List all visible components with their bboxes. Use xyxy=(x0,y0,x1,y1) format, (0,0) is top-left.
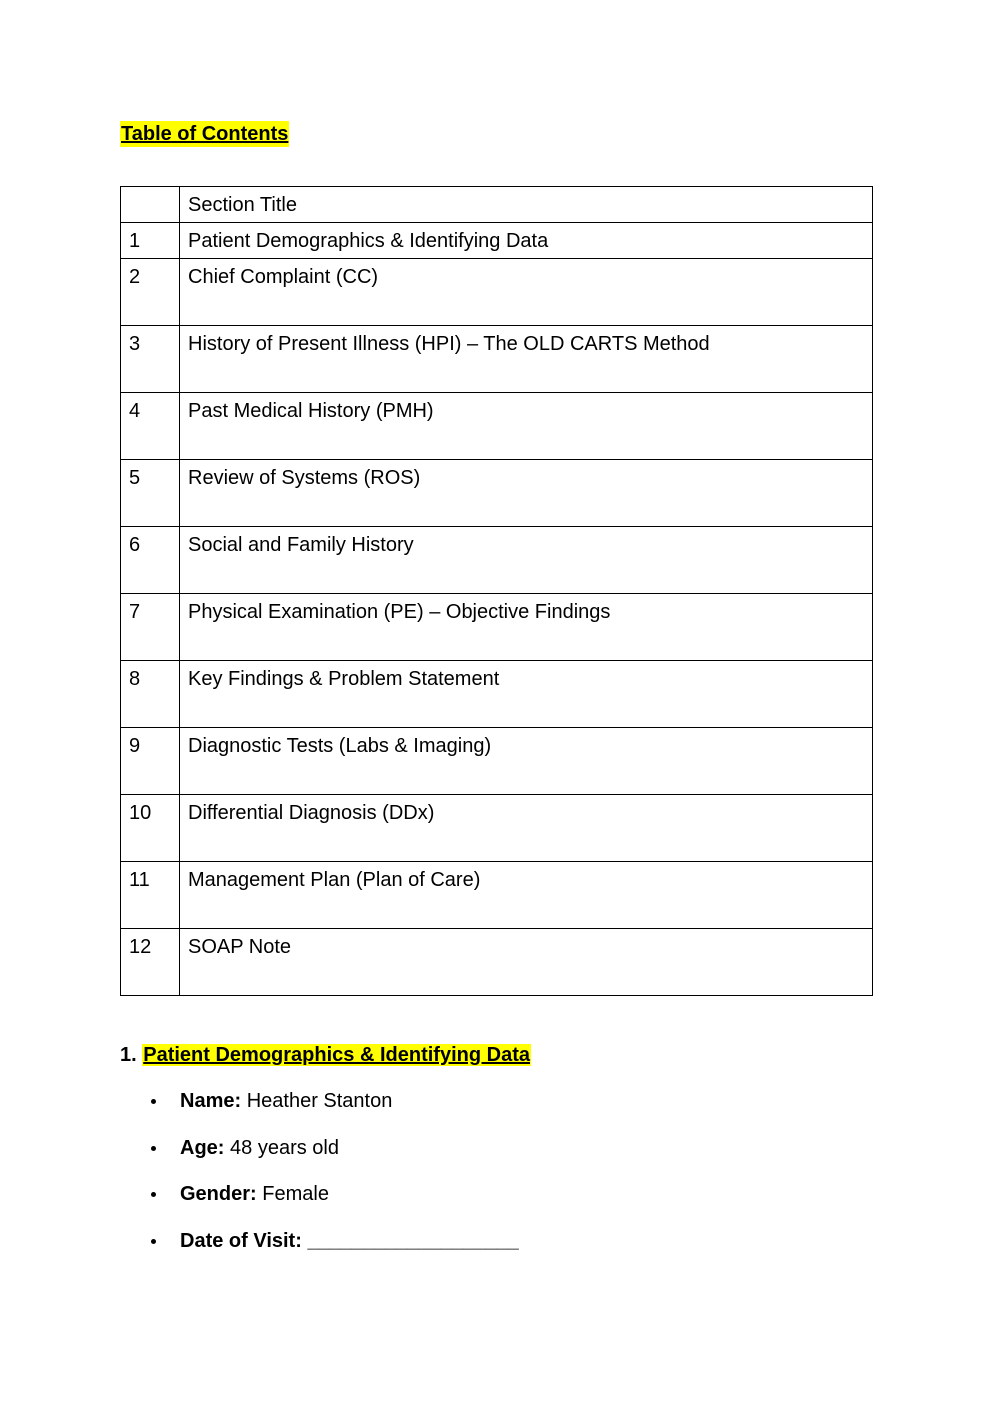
toc-row xyxy=(121,460,873,527)
toc-row-title: SOAP Note xyxy=(180,929,873,996)
toc-row xyxy=(121,862,873,929)
toc-title: Table of Contents xyxy=(121,123,289,145)
toc-row-num: 7 xyxy=(121,594,180,661)
field-label: Name: xyxy=(180,1090,242,1112)
section-title: Patient Demographics & Identifying Data xyxy=(143,1044,530,1066)
field-value: Female xyxy=(262,1183,329,1205)
field-label: Age: xyxy=(180,1136,225,1159)
toc-row-title: Chief Complaint (CC) xyxy=(180,259,873,326)
field-label: Date of Visit: xyxy=(180,1229,302,1252)
toc-row-num: 1 xyxy=(121,223,180,259)
toc-row-title: Differential Diagnosis (DDx) xyxy=(180,795,873,862)
toc-row-title: Past Medical History (PMH) xyxy=(180,393,873,460)
toc-row-title: Key Findings & Problem Statement xyxy=(180,661,873,728)
toc-row xyxy=(121,223,873,259)
toc-row-title: Physical Examination (PE) – Objective Findings xyxy=(180,594,873,661)
toc-row xyxy=(121,393,873,460)
toc-row-num: 5 xyxy=(121,460,180,527)
section-number: 1. xyxy=(120,1044,137,1066)
toc-row-title: Management Plan (Plan of Care) xyxy=(180,862,873,929)
date-of-visit-blank: ___________________ xyxy=(307,1229,519,1252)
bullet-icon xyxy=(151,1099,156,1104)
toc-row xyxy=(121,929,873,996)
toc-row xyxy=(121,661,873,728)
toc-row-title: Social and Family History xyxy=(180,527,873,594)
toc-row-num: 12 xyxy=(121,929,180,996)
toc-row-title: History of Present Illness (HPI) – The OLD CARTS Method xyxy=(180,326,873,393)
toc-row xyxy=(121,795,873,862)
bullet-icon xyxy=(151,1146,156,1151)
toc-row xyxy=(121,326,873,393)
demographics-list xyxy=(120,1086,519,1272)
toc-row xyxy=(121,728,873,795)
toc-row xyxy=(121,527,873,594)
toc-header-title: Section Title xyxy=(180,187,873,223)
toc-row-num: 6 xyxy=(121,527,180,594)
field-value: Heather Stanton xyxy=(246,1090,393,1112)
bullet-icon xyxy=(151,1239,156,1244)
toc-row-title: Review of Systems (ROS) xyxy=(180,460,873,527)
toc-row-num: 3 xyxy=(121,326,180,393)
demographics-item-date-of-visit xyxy=(120,1226,519,1273)
demographics-item-gender xyxy=(120,1179,519,1226)
toc-row-num: 10 xyxy=(121,795,180,862)
toc-row-num: 9 xyxy=(121,728,180,795)
demographics-item-name xyxy=(120,1086,519,1133)
section-heading xyxy=(120,1042,531,1068)
toc-row-title: Patient Demographics & Identifying Data xyxy=(180,223,873,259)
toc-header-num xyxy=(121,187,180,223)
toc-row-title: Diagnostic Tests (Labs & Imaging) xyxy=(180,728,873,795)
toc-row xyxy=(121,594,873,661)
field-label: Gender: xyxy=(180,1183,257,1205)
toc-table xyxy=(120,186,873,996)
bullet-icon xyxy=(151,1192,156,1197)
toc-row-num: 8 xyxy=(121,661,180,728)
demographics-item-age xyxy=(120,1133,519,1180)
toc-row-num: 4 xyxy=(121,393,180,460)
toc-row-num: 2 xyxy=(121,259,180,326)
toc-header-row xyxy=(121,187,873,223)
field-value: 48 years old xyxy=(230,1136,339,1159)
toc-row-num: 11 xyxy=(121,862,180,929)
toc-row xyxy=(121,259,873,326)
